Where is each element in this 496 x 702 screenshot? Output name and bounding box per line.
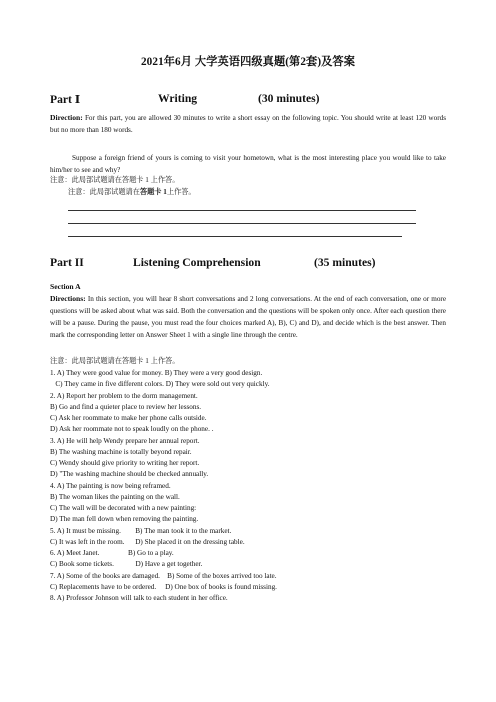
part1-prompt: Suppose a foreign friend of yours is coming to visit your hometown, what is the most interesting place you would like to take him/her to see and why? bbox=[50, 154, 446, 175]
question-line: D) Ask her roommate not to speak loudly on the phone. . bbox=[50, 425, 214, 434]
answer-line-1 bbox=[68, 210, 416, 211]
question-line: C) Wendy should give priority to writing her report. bbox=[50, 459, 200, 467]
question-line: 8. A) Professor Johnson will talk to each student in her office. bbox=[50, 594, 228, 602]
question-line: 5. A) It must be missing. B) The man took it to the market. bbox=[50, 526, 232, 535]
answer-line-2 bbox=[68, 223, 416, 224]
question-line: D) The man fell down when removing the painting. bbox=[50, 515, 199, 524]
question-line: 4. A) The painting is now being reframed. bbox=[50, 481, 171, 490]
part1-directions-text: For this part, you are allowed 30 minutes to write a short essay on the following topic. You should write at least 120 words but no more than 180 words. bbox=[50, 114, 446, 135]
document-title: 2021年6月 大学英语四级真题(第2套)及答案 bbox=[140, 56, 356, 68]
part1-note2-suffix: 上作答。 bbox=[166, 188, 196, 196]
section-a-heading: Section A bbox=[50, 282, 81, 291]
question-line: 2. A) Report her problem to the dorm management. bbox=[50, 391, 198, 400]
question-line: C) Book some tickets. D) Have a get together. bbox=[50, 560, 203, 569]
question-line: B) Go and find a quieter place to review her lessons. bbox=[50, 402, 202, 411]
question-line: C) The wall will be decorated with a new painting: bbox=[50, 504, 197, 512]
question-line: 3. A) He will help Wendy prepare her annual report. bbox=[50, 436, 200, 445]
part1-note1: 注意：此局部试题请在答题卡 1 上作答。 bbox=[50, 176, 180, 184]
question-line: C) It was left in the room. D) She placed it on the dressing table. bbox=[50, 537, 245, 546]
question-line: C) They came in five different colors. D) They were sold out very quickly. bbox=[50, 380, 270, 389]
part2-directions bbox=[50, 293, 446, 341]
part1-note2-prefix: 注意：此局部试题请在 bbox=[68, 188, 140, 196]
part1-directions-label: Direction: bbox=[50, 113, 83, 122]
question-line: D) "The washing machine should be checked annually. bbox=[50, 470, 209, 479]
question-line: 1. A) They were good value for money. B) They were a very good design. bbox=[50, 369, 263, 377]
question-line: 6. A) Meet Janet. B) Go to a play. bbox=[50, 549, 174, 557]
question-line: C) Replacements have to be ordered. D) One box of books is found missing. bbox=[50, 582, 277, 591]
part2-name: Listening Comprehension bbox=[133, 256, 261, 269]
part1-directions bbox=[50, 112, 446, 137]
part1-time: (30 minutes) bbox=[258, 92, 320, 105]
part1-note2 bbox=[68, 187, 196, 198]
part2-time: (35 minutes) bbox=[314, 256, 376, 269]
part1-name: Writing bbox=[158, 92, 198, 105]
part2-note: 注意：此局部试题请在答题卡 1 上作答。 bbox=[50, 357, 180, 365]
answer-line-3 bbox=[68, 236, 402, 237]
part1-label: Part Ⅰ bbox=[50, 93, 81, 106]
part2-directions-text: In this section, you will hear 8 short conversations and 2 long conversations. At the end of each conversation, one or more questions will be asked about what was said. Both the conversation and the questions will be spoken only once. After each question there will be a pause. During the pause, you must read the four choices marked A), B), C) and D), and decide which is the best answer. Then mark the corresponding letter on Answer Sheet 1 with a single line through the centre. bbox=[50, 295, 447, 339]
question-line: 7. A) Some of the books are damaged. B) Some of the boxes arrived too late. bbox=[50, 571, 277, 580]
part2-directions-label: Directions: bbox=[50, 294, 86, 303]
question-line: B) The washing machine is totally beyond repair. bbox=[50, 447, 192, 456]
question-line: C) Ask her roommate to make her phone calls outside. bbox=[50, 414, 207, 422]
part2-label: Part II bbox=[50, 256, 84, 269]
question-line: B) The woman likes the painting on the wall. bbox=[50, 492, 180, 501]
part1-note2-bold: 答题卡 1 bbox=[139, 188, 167, 196]
